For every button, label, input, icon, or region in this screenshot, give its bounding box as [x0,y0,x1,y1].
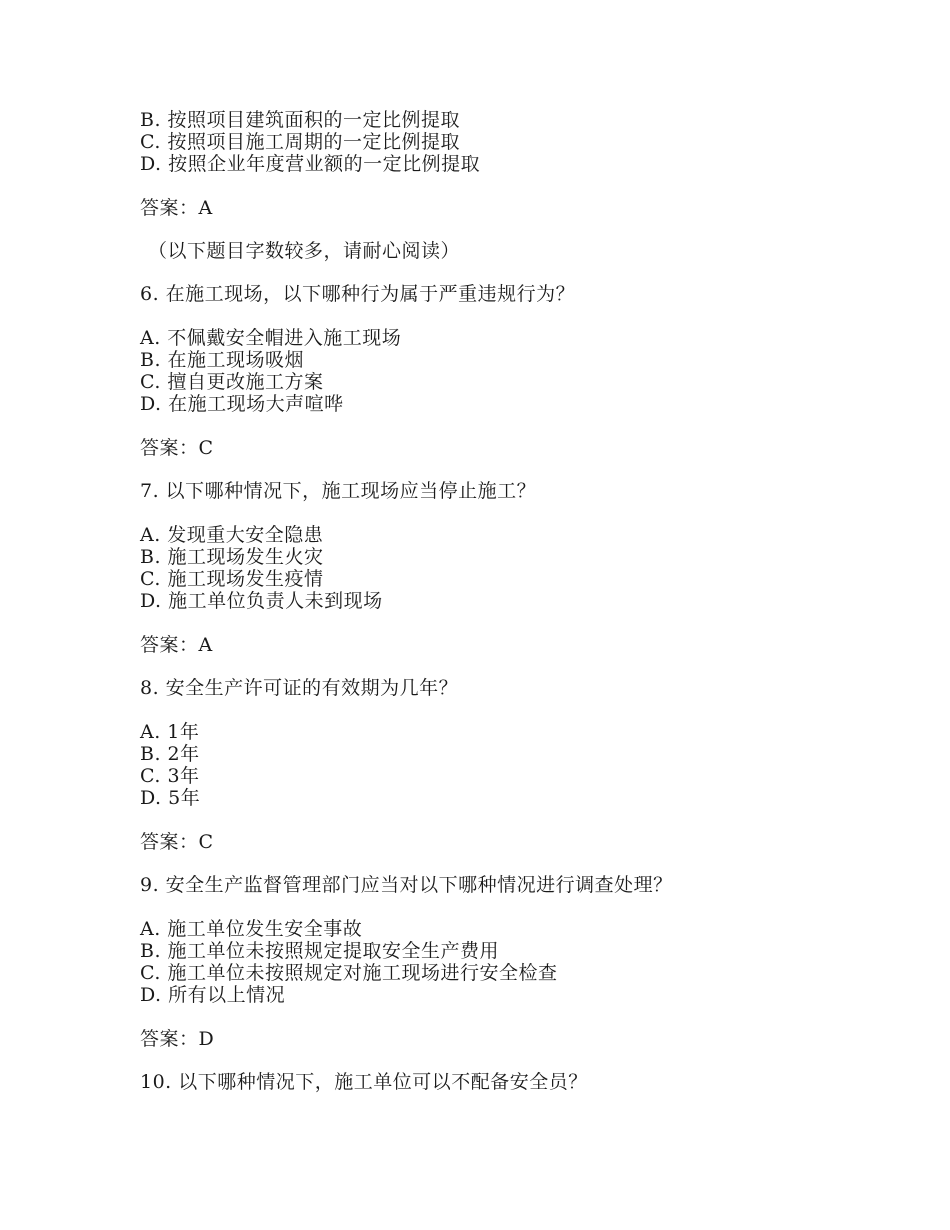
option-c: C. 按照项目施工周期的一定比例提取 [140,131,460,153]
option-d: D. 按照企业年度营业额的一定比例提取 [140,153,481,175]
answer: 答案：D [140,1028,215,1050]
option-a: A. 发现重大安全隐患 [140,524,324,546]
question-text: 10. 以下哪种情况下，施工单位可以不配备安全员？ [140,1071,588,1093]
reading-note: （以下题目字数较多，请耐心阅读） [148,240,461,262]
answer: 答案：C [140,831,214,853]
option-a: A. 不佩戴安全帽进入施工现场 [140,327,402,349]
question-block-9 [140,874,900,1050]
option-a: A. 1年 [140,721,200,743]
option-c: C. 3年 [140,765,200,787]
option-d: D. 施工单位负责人未到现场 [140,590,383,612]
answer: 答案：A [140,634,213,656]
option-c: C. 施工单位未按照规定对施工现场进行安全检查 [140,962,558,984]
option-c: C. 施工现场发生疫情 [140,568,324,590]
question-block-8 [140,677,900,853]
answer: 答案：C [140,437,214,459]
answer: 答案：A [140,197,213,219]
question-text: 8. 安全生产许可证的有效期为几年？ [140,677,459,699]
document-page [140,109,900,1093]
question-block-7 [140,480,900,656]
option-b: B. 施工单位未按照规定提取安全生产费用 [140,940,500,962]
option-a: A. 施工单位发生安全事故 [140,918,363,940]
option-c: C. 擅自更改施工方案 [140,371,324,393]
option-d: D. 所有以上情况 [140,984,286,1006]
option-b: B. 2年 [140,743,200,765]
option-b: B. 在施工现场吸烟 [140,349,305,371]
question-text: 7. 以下哪种情况下，施工现场应当停止施工？ [140,480,537,502]
question-block-6 [140,283,900,459]
option-d: D. 在施工现场大声喧哗 [140,393,344,415]
continued-question-block [140,109,900,219]
question-text: 9. 安全生产监督管理部门应当对以下哪种情况进行调查处理？ [140,874,673,896]
option-b: B. 施工现场发生火灾 [140,546,324,568]
option-b: B. 按照项目建筑面积的一定比例提取 [140,109,461,131]
option-d: D. 5年 [140,787,201,809]
question-text: 6. 在施工现场，以下哪种行为属于严重违规行为？ [140,283,576,305]
question-block-10 [140,1071,900,1093]
